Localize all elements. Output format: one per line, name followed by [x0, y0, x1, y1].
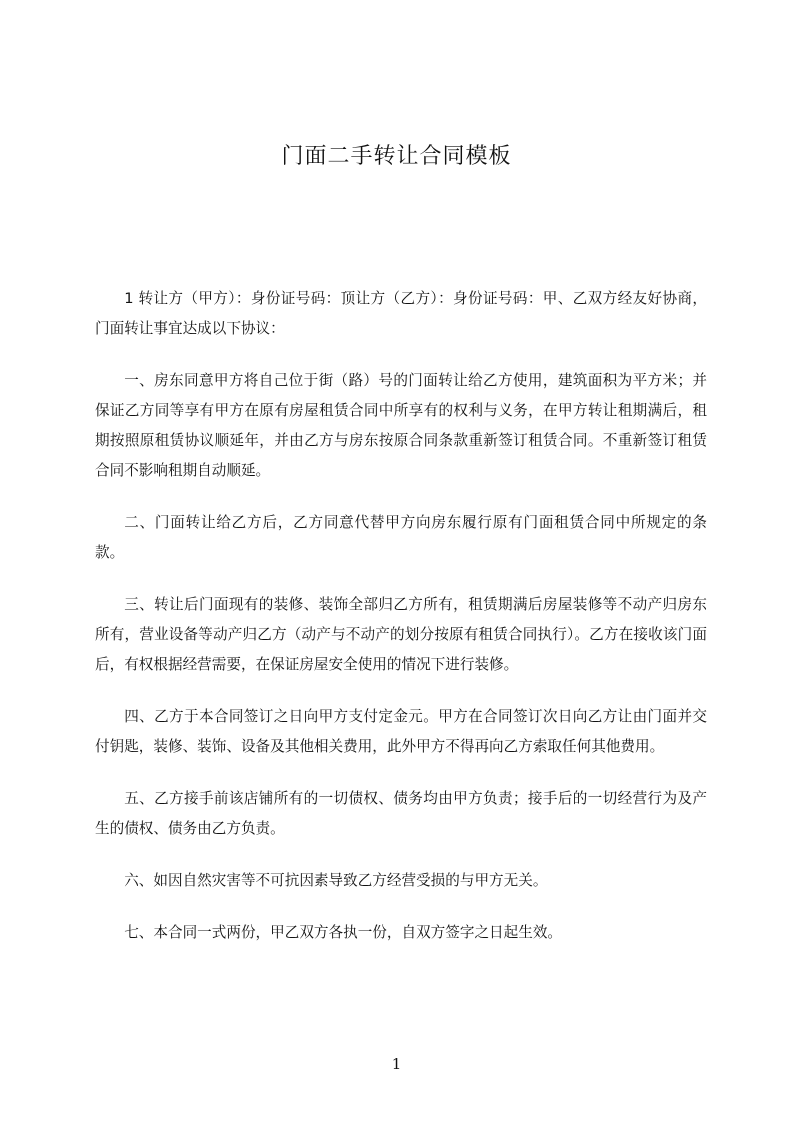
paragraph-clause-6: 六、如因自然灾害等不可抗因素导致乙方经营受损的与甲方无关。 — [124, 872, 548, 889]
paragraph-clause-4: 四、乙方于本合同签订之日向甲方支付定金元。甲方在合同签订次日向乙方让由门面并交付钥匙，装修、装饰、设备及其他相关费用，此外甲方不得再向乙方索取任何其他费用。 — [95, 708, 707, 755]
paragraph-clause-2: 二、门面转让给乙方后，乙方同意代替甲方向房东履行原有门面租赁合同中所规定的条款。 — [95, 514, 707, 561]
document-title: 门面二手转让合同模板 — [281, 144, 512, 169]
page-number: 1 — [391, 1055, 402, 1073]
paragraph-clause-7: 七、本合同一式两份，甲乙双方各执一份，自双方签字之日起生效。 — [124, 924, 563, 941]
paragraph-intro: 1 转让方（甲方）：身份证号码：顶让方（乙方）：身份证号码：甲、乙双方经友好协商，门面转让事宜达成以下协议： — [95, 290, 707, 337]
document-body — [95, 284, 707, 970]
paragraph-clause-3: 三、转让后门面现有的装修、装饰全部归乙方所有，租赁期满后房屋装修等不动产归房东所有，营业设备等动产归乙方（动产与不动产的划分按原有租赁合同执行）。乙方在接收该门面后，有权根据经营需要，在保证房屋安全使用的情况下进行装修。 — [95, 596, 707, 673]
paragraph-clause-1: 一、房东同意甲方将自己位于街（路）号的门面转让给乙方使用，建筑面积为平方米；并保证乙方同等享有甲方在原有房屋租赁合同中所享有的权利与义务，在甲方转让租期满后，租期按照原租赁协议顺延年，并由乙方与房东按原合同条款重新签订租赁合同。不重新签订租赁合同不影响租期自动顺延。 — [95, 372, 707, 479]
paragraph-clause-5: 五、乙方接手前该店铺所有的一切债权、债务均由甲方负责；接手后的一切经营行为及产生的债权、债务由乙方负责。 — [95, 790, 707, 837]
